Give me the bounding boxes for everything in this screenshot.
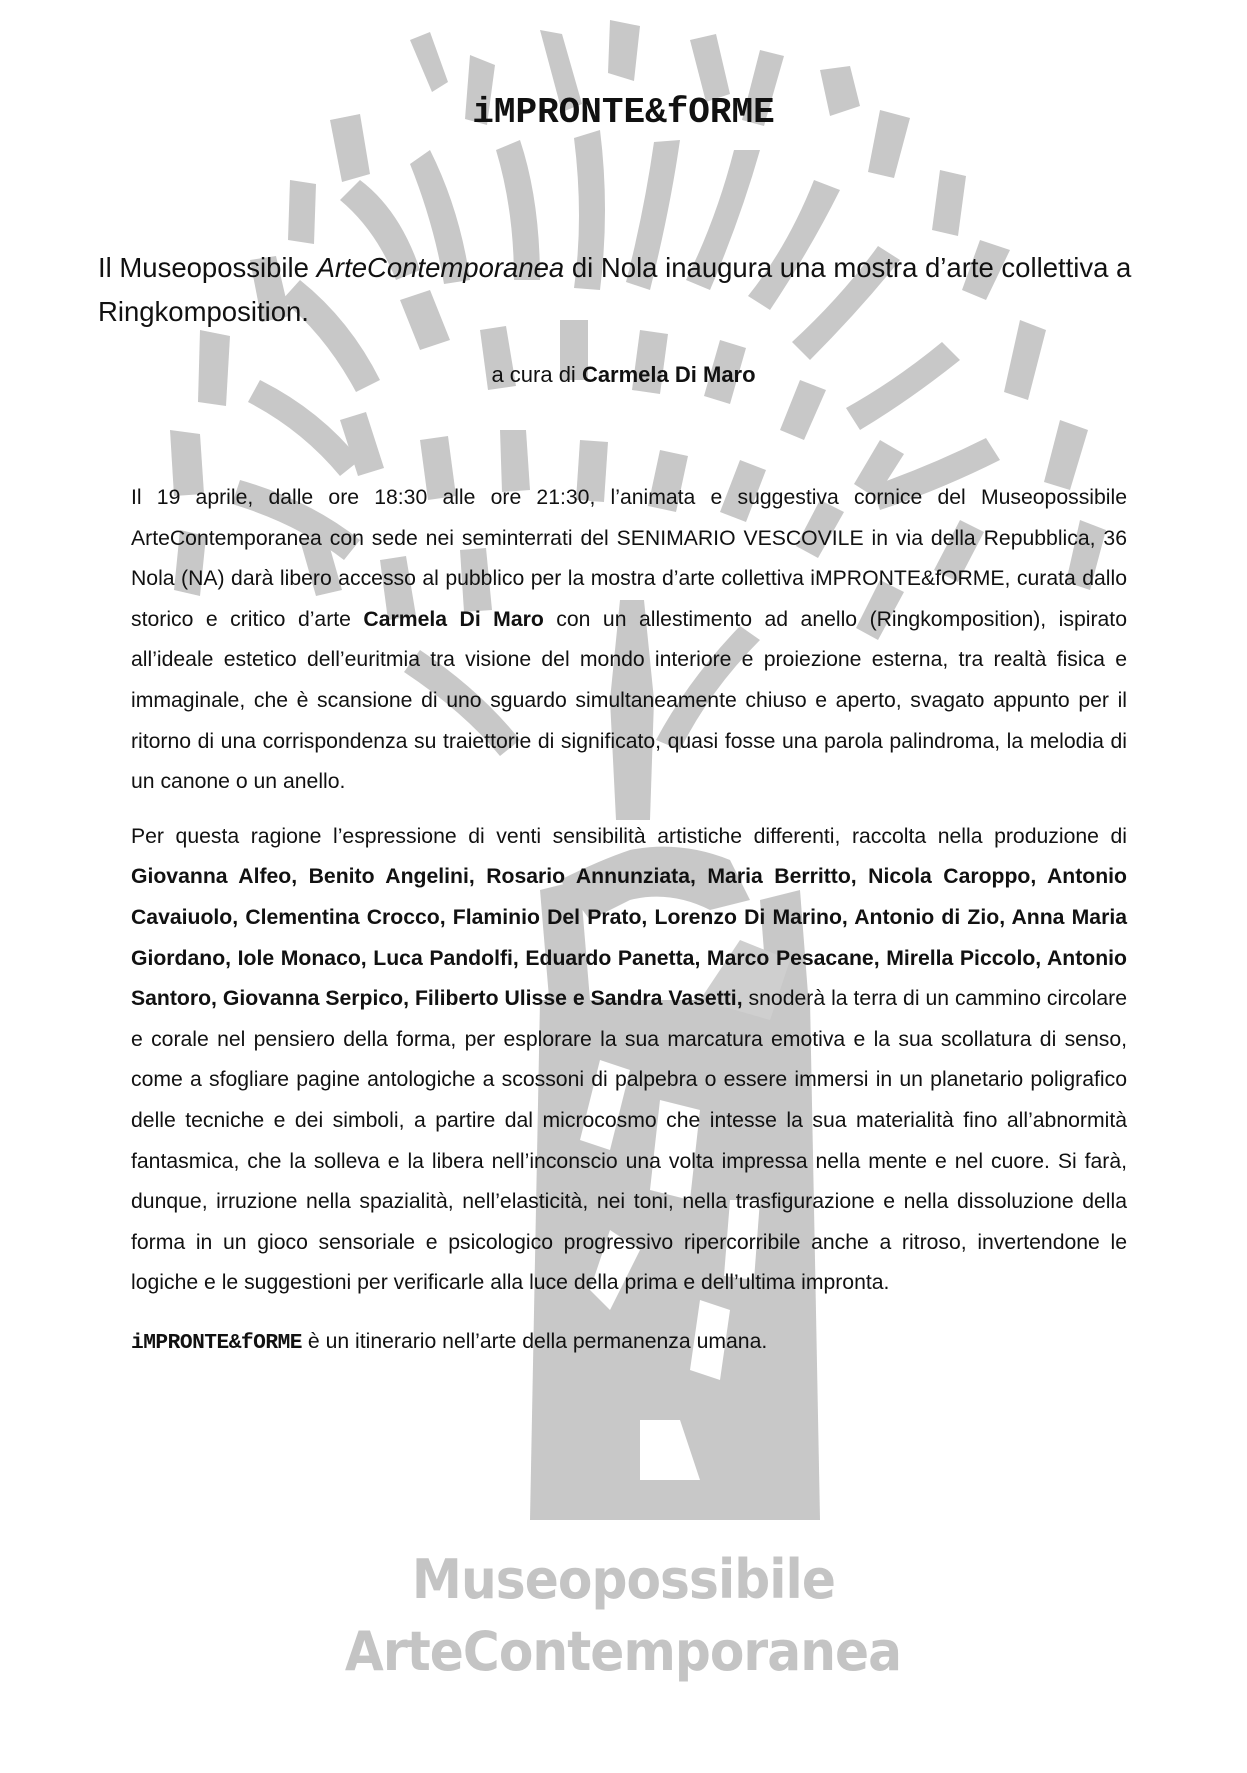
- intro-sentence: [98, 246, 1138, 334]
- paragraph-1-curator-name: Carmela Di Maro: [363, 607, 544, 631]
- museum-logo-subtitle: ArteContemporanea: [345, 1620, 902, 1683]
- curator-name: Carmela Di Maro: [581, 362, 756, 387]
- paragraph-2-text-1: Per questa ragione l’espressione di venti sensibilità artistiche differenti, raccolta nella produzione di: [131, 824, 1127, 848]
- body-text: [131, 478, 1127, 1377]
- paragraph-2: [131, 817, 1127, 1304]
- paragraph-2-text-2: snoderà la terra di un cammino circolare e corale nel pensiero della forma, per esplorare la sua marcatura emotiva e la sua scollatura di senso, come a sfogliare pagine antologiche a scossoni di palpebra o essere immersi in un planetario poligrafico delle tecniche e dei simboli, a partire dal microcosmo che intesse la sua materialità fino all’abnormità fantasmica, che la solleva e la libera nell’inconscio una volta impressa nella mente e nel cuore. Si farà, dunque, irruzione nella spazialità, nell’elasticità, nei toni, nella trasfigurazione e nella dissoluzione della forma in un gioco sensoriale e psicologico progressivo ripercorribile anche a ritroso, invertendone le logiche e le suggestioni per verificarle alla luce della prima e dell’ultima impronta.: [131, 987, 1127, 1295]
- paragraph-1-text-2: con un allestimento ad anello (Ringkomposition), ispirato all’ideale estetico dell’euritmia tra visione del mondo interiore e proiezione esterna, tra realtà fisica e immaginale, che è scansione di uno sguardo simultaneamente chiuso e aperto, svagato appunto per il ritorno di una corrispondenza su traiettorie di significato, quasi fosse una parola palindroma, la melodia di un canone o un anello.: [131, 607, 1127, 794]
- closing-text: è un itinerario nell’arte della permanenza umana.: [302, 1329, 768, 1353]
- document-title: iMPRONTE&fORME: [472, 92, 775, 133]
- paragraph-1: [131, 478, 1127, 803]
- curator-line: [0, 362, 1247, 388]
- artists-list: Giovanna Alfeo, Benito Angelini, Rosario Annunziata, Maria Berritto, Nicola Caroppo, Antonio Cavaiuolo, Clementina Crocco, Flaminio Del Prato, Lorenzo Di Marino, Antonio di Zio, Anna Maria Giordano, Iole Monaco, Luca Pandolfi, Eduardo Panetta, Marco Pesacane, Mirella Piccolo, Antonio Santoro, Giovanna Serpico, Filiberto Ulisse e Sandra Vasetti,: [131, 865, 1127, 1011]
- closing-line: [131, 1322, 1127, 1364]
- paragraph-1-text-1: Il 19 aprile, dalle ore 18:30 alle ore 21:30, l’animata e suggestiva cornice del Museopossibile ArteContemporanea con sede nei seminterrati del SENIMARIO VESCOVILE in via della Repubblica, 36 Nola (NA) darà libero accesso al pubblico per la mostra d’arte collettiva iMPRONTE&fORME, curata dallo storico e critico d’arte: [131, 486, 1127, 631]
- museum-logo-name: Museopossibile: [411, 1548, 836, 1611]
- curator-prefix: a cura di: [491, 362, 582, 387]
- closing-title: iMPRONTE&fORME: [131, 1330, 303, 1355]
- intro-italic-museum: ArteContemporanea: [316, 252, 565, 283]
- intro-text-2: di Nola inaugura una mostra d’arte collettiva a Ringkomposition.: [98, 252, 1132, 327]
- museum-logo-line-1: [0, 1548, 1247, 1611]
- intro-text-1: Il Museopossibile: [98, 252, 317, 283]
- museum-logo-line-2: [0, 1620, 1247, 1683]
